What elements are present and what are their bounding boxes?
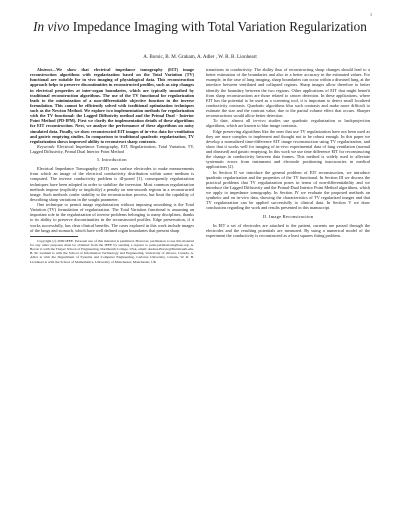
- abstract-label: Abstract: [37, 67, 52, 72]
- right-column: [206, 67, 370, 238]
- section-heading-introduction: I. Introduction: [97, 157, 127, 163]
- body-paragraph: To date, almost all in-vivo studies use quadratic regularization or backprojection algorithms, which are known to blur image contrasts.: [206, 118, 370, 129]
- author-list: A. Borsic, B. M. Graham, A. Adler , W. R. B. Lionheart: [143, 54, 257, 60]
- body-paragraph: transitions in conductivity. The ability thus of reconstructing sharp changes should lead to a better estimation of the boundaries and also to a better accuracy in the estimated values. For example, in the case of lung imaging, sharp boundaries can occur within a diseased lung, at the interface between ventilated and collapsed regions. Sharp images allow therefore to better identify the boundary between the two regions. Other applications of EIT that might benefit from sharp reconstructions are those related to cancer detection. In these applications, where EIT has the potential to be used as a screening tool, it is important to detect small localized conductivity contrasts. Quadratic algorithms blur such contrasts and make more difficult to estimate the size and the contrast value, due to the partial volume effect that occurs. Sharper reconstructions would allow better detection.: [206, 67, 370, 119]
- abstract-text: —We show that electrical impedance tomography (EIT) image reconstruction algorithms with regularization based on the Total Variation (TV) functional are suitable for in vivo imaging of physiological data. This reconstruction approach helps to preserve discontinuities in reconstructed profiles, such as step changes in electrical properties at inter-organ boundaries, which are typically smoothed by traditional reconstruction algorithms. The use of the TV functional for regularization leads to the minimization of a non-differentiable objective function in the inverse formulation. This cannot be efficiently solved with traditional optimization techniques such as the Newton Method. We explore two implementation methods for regularization with the TV functional: the Lagged Diffusivity method and the Primal Dual - Interior Point Method (PD-IPM). First we clarify the implementation details of these algorithms for EIT reconstruction. Next, we analyze the performance of these algorithms on noisy simulated data. Finally, we show reconstructed EIT images of in-vivo data for ventilation and gastric emptying studies. In comparison to traditional quadratic regularization, TV regularization shows improved ability to reconstruct sharp contrasts.: [30, 67, 194, 144]
- intro-paragraph: One technique to permit image regularization without imposing smoothing is the Total Variation (TV) formulation of regularization. The Total Variation functional is assuming an important role in the regularization of inverse problems belonging to many disciplines, thanks to its ability to preserve discontinuities in the reconstructed profiles. Edge preservation, if it works successfully, has clear clinical benefits. The cases explored in this work include images of the lungs and stomach, which have well defined organ boundaries that present sharp: [30, 202, 194, 233]
- left-column: [30, 67, 194, 264]
- footnote-divider: [30, 236, 78, 237]
- keywords-text: : Electrical Impedance Tomography, EIT, Regularization, Total Variation, TV, Lagged Diffusivity, Primal Dual Interior Point Method: [30, 143, 194, 154]
- body-paragraph: In Section II we introduce the general problem of EIT reconstruction, we introduce quadratic regularization and the properties of the TV functional. In Section III we discuss the practical problems that TV regularization poses in terms of non-differentiability and we introduce the Lagged Diffusivity and the Primal-Dual Interior Point Method algorithms, which we apply to impedance tomography. In Section IV we evaluate the proposed methods on synthetic and on in-vivo data, showing the characteristics of TV regularized images and that TV regularization can be applied successfully to clinical data. In Section V we draw conclusions regarding the work and results presented in this manuscript.: [206, 169, 370, 211]
- section-heading-image-reconstruction: II. Image Reconstruction: [262, 213, 314, 219]
- body-paragraph: Edge preserving algorithms like the ones that use TV regularization have not been used as they are more complex to implement and thought not to be robust enough. In this paper we develop a normalized time-difference EIT image reconstruction using TV regularization, and show that it works well for imaging of in-vivo experimental data of lung ventilation (normal and diseased) and gastric emptying. In this work we use time difference EIT for reconstructing the change in conductivity between data frames. This method is widely used to alleviate systematic errors from instrument and electrode positioning inaccuracies in medical applications [2].: [206, 128, 370, 170]
- title-italic-part: In vivo: [33, 19, 70, 34]
- paper-title: [30, 19, 370, 35]
- intro-paragraph: Electrical Impedance Tomography (EIT) uses surface electrodes to make measurements from which an image of the electrical conductivity distribution within some medium is computed. The inverse conductivity problem is ill-posed [1], consequently regularization techniques have been adopted in order to stabilize the inversion. Most common regularization methods impose (explicitly or implicitly) a penalty on non-smooth regions in a reconstructed image. Such methods confer stability to the reconstruction process, but limit the capability of describing sharp variations in the sought parameter.: [30, 166, 194, 202]
- footnote: Copyright (c) 2009 IEEE. Personal use of this material is permitted. However, permission to use this material for any other purposes must be obtained from the IEEE by sending a request to pubs-permissions@ieee.org. A. Borsic is with the Thayer School of Engineering, Dartmouth College, USA, email: Andrea.Borsic@Dartmouth.edu, B. M. Graham is with the School of Information Technology and Engineering, University of Ottawa, Canada, A. Adler is with the Department of Systems and Computer Engineering, Carleton University, Canada, W. R. B. Lionheart is with the School of Mathematics, University of Manchester, Manchester, UK: [30, 238, 194, 264]
- keywords-label: Keywords: [37, 143, 55, 149]
- title-main-part: Impedance Imaging with Total Variation Regularization: [69, 19, 367, 34]
- abstract: [30, 67, 194, 144]
- keywords: [30, 144, 194, 154]
- body-paragraph: In EIT a set of electrodes are attached to the patient, currents are passed through the electrodes and the resulting potentials are measured. By using a numerical model of the experiment the conductivity is reconstructed as a least squares fitting problem.: [206, 222, 370, 238]
- page-number: 1: [370, 12, 372, 17]
